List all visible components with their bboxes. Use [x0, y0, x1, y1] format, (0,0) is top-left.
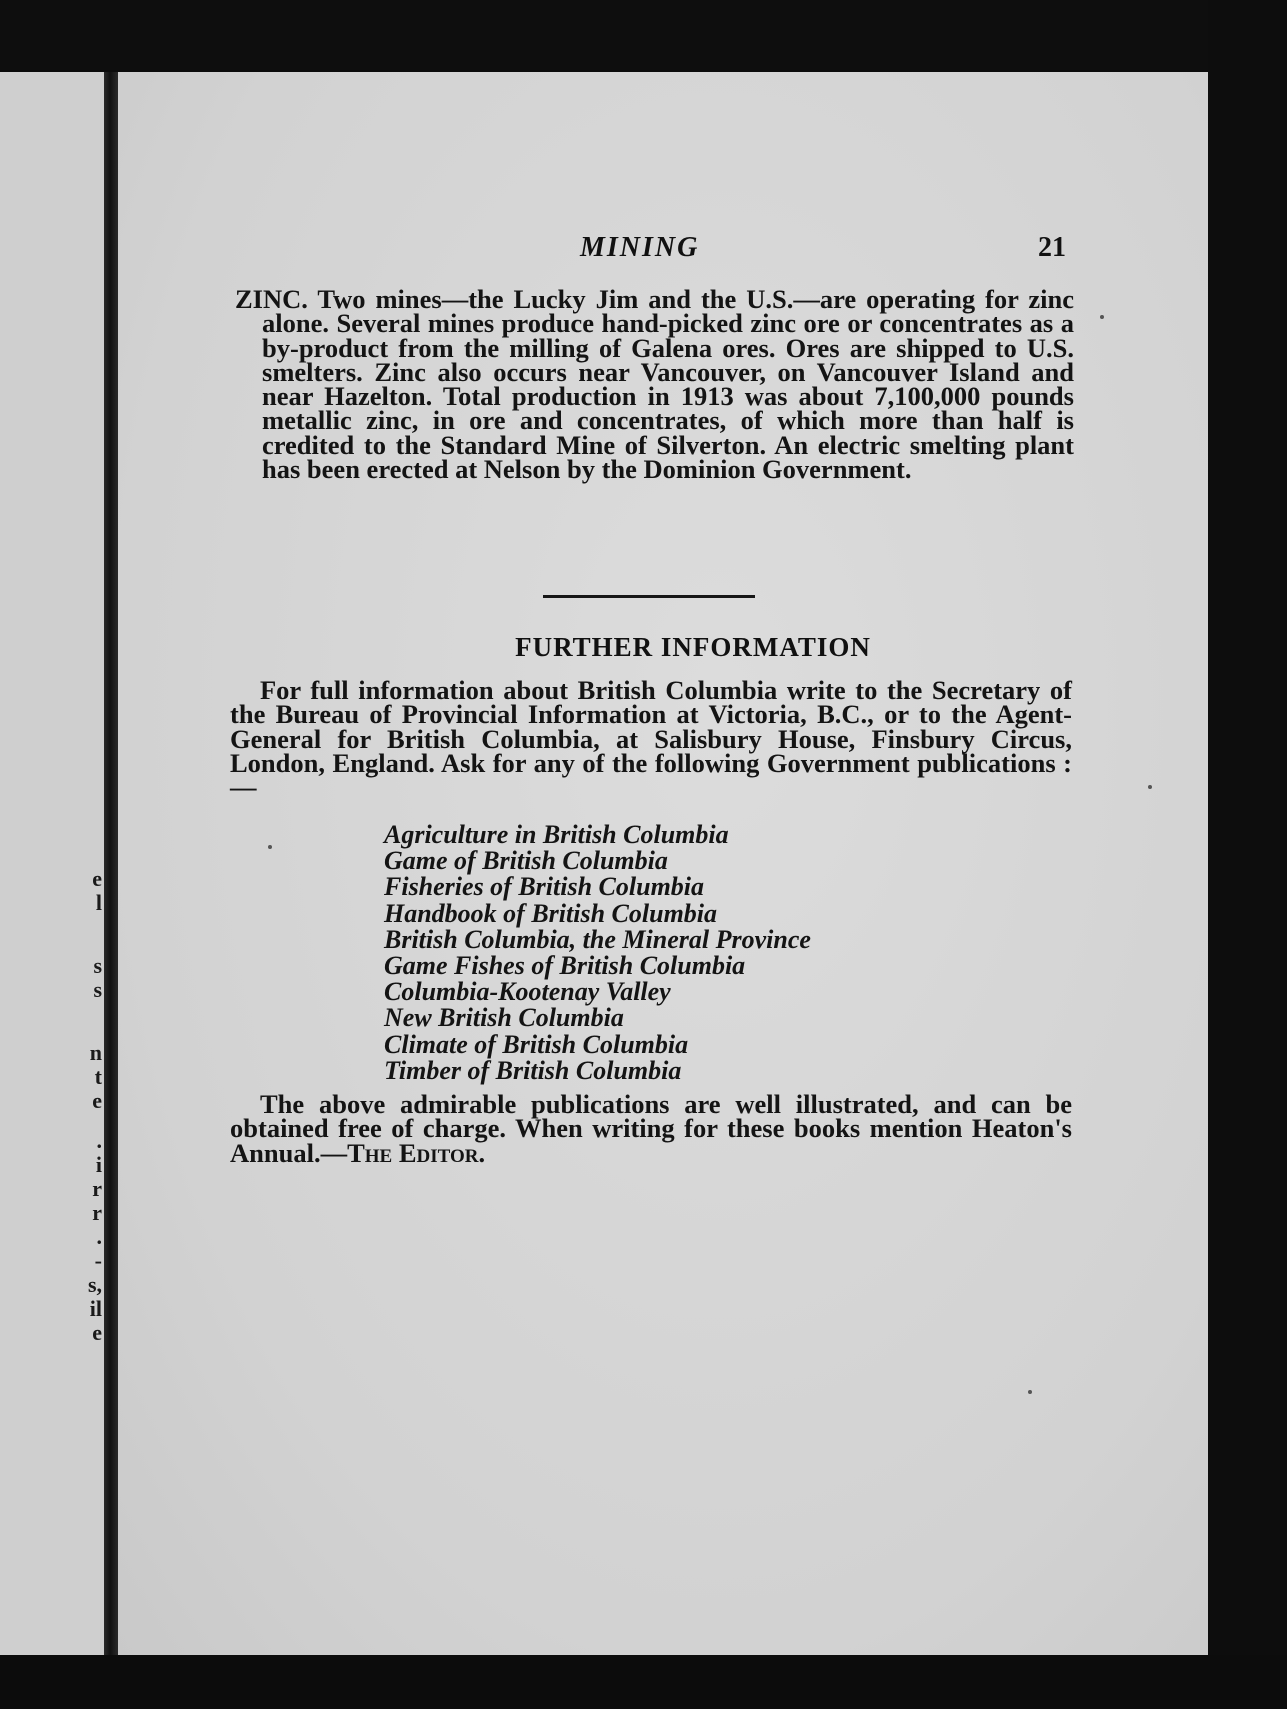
adjacent-page-fragment: . — [96, 1128, 102, 1153]
closing-text: The above admirable publications are well illustrated, and can be obtained free of charge. When writing for these books mention Heaton's Annual.— — [230, 1089, 1072, 1168]
publication-item: British Columbia, the Mineral Province — [384, 924, 811, 954]
zinc-paragraph — [235, 284, 1074, 485]
publication-item: Fisheries of British Columbia — [384, 872, 705, 902]
publication-item: Game of British Columbia — [384, 846, 668, 876]
publication-item: New British Columbia — [384, 1003, 624, 1033]
publication-item: Game Fishes of British Columbia — [384, 951, 746, 981]
adjacent-page-fragment: s — [93, 953, 102, 978]
adjacent-page-strip — [0, 72, 108, 1657]
adjacent-page-fragment: i — [95, 1152, 102, 1177]
adjacent-page-fragment: t — [94, 1064, 102, 1089]
closing-paragraph — [230, 1089, 1072, 1168]
page-gutter — [104, 72, 118, 1657]
adjacent-page-fragment: r — [92, 1200, 102, 1225]
print-speck — [1148, 785, 1152, 789]
adjacent-page-fragment: il — [89, 1296, 102, 1321]
section-heading: FURTHER INFORMATION — [515, 632, 871, 662]
editor-signature: The Editor. — [347, 1137, 486, 1168]
adjacent-page-fragment: . — [96, 1224, 102, 1249]
section-divider — [543, 595, 755, 598]
adjacent-page-fragment: r — [92, 1176, 102, 1201]
running-title: MINING — [580, 232, 700, 263]
publication-item: Timber of British Columbia — [384, 1055, 682, 1085]
publication-item: Handbook of British Columbia — [384, 898, 718, 928]
film-border-top — [0, 0, 1287, 70]
film-border-bottom — [0, 1655, 1287, 1709]
running-head — [118, 232, 1210, 272]
publication-item: Climate of British Columbia — [384, 1029, 689, 1059]
adjacent-page-fragment: - — [94, 1248, 102, 1273]
adjacent-page-fragment: n — [89, 1040, 102, 1065]
publication-list — [384, 822, 811, 1084]
publication-item: Agriculture in British Columbia — [384, 820, 729, 849]
adjacent-page-fragment: e — [92, 1088, 102, 1113]
print-speck — [268, 845, 272, 849]
publication-item: Columbia-Kootenay Valley — [384, 977, 671, 1007]
adjacent-page-fragment: e — [92, 1320, 102, 1345]
zinc-label: ZINC. — [235, 284, 308, 314]
print-speck — [1028, 1390, 1032, 1394]
adjacent-page-fragment: s — [93, 977, 102, 1002]
adjacent-page-fragment: e — [92, 866, 102, 891]
page-number: 21 — [1038, 232, 1066, 263]
film-border-right — [1208, 0, 1287, 1709]
adjacent-page-fragment: l — [95, 890, 102, 915]
adjacent-page-fragment: s, — [87, 1272, 102, 1297]
further-information-paragraph: For full information about British Columbia write to the Secretary of the Bureau of Provincial Information at Victoria, B.C., or to the Agent-General for British Columbia, at Salisbury House, Finsbury Circus, London, England. Ask for any of the following Government publications :— — [230, 675, 1072, 803]
zinc-text: Two mines—the Lucky Jim and the U.S.—are operating for zinc alone. Several mines produce hand-picked zinc ore or concentrates as a by-product from the milling of Galena ores. Ores are shipped to U.S. smelters. Zinc also occurs near Vancouver, on Vancouver Island and near Hazelton. Total production in 1913 was about 7,100,000 pounds metallic zinc, in ore and concentrates, of which more than half is credited to the Standard Mine of Silverton. An electric smelting plant has been erected at Nelson by the Dominion Government. — [262, 284, 1074, 485]
print-speck — [1100, 315, 1104, 319]
